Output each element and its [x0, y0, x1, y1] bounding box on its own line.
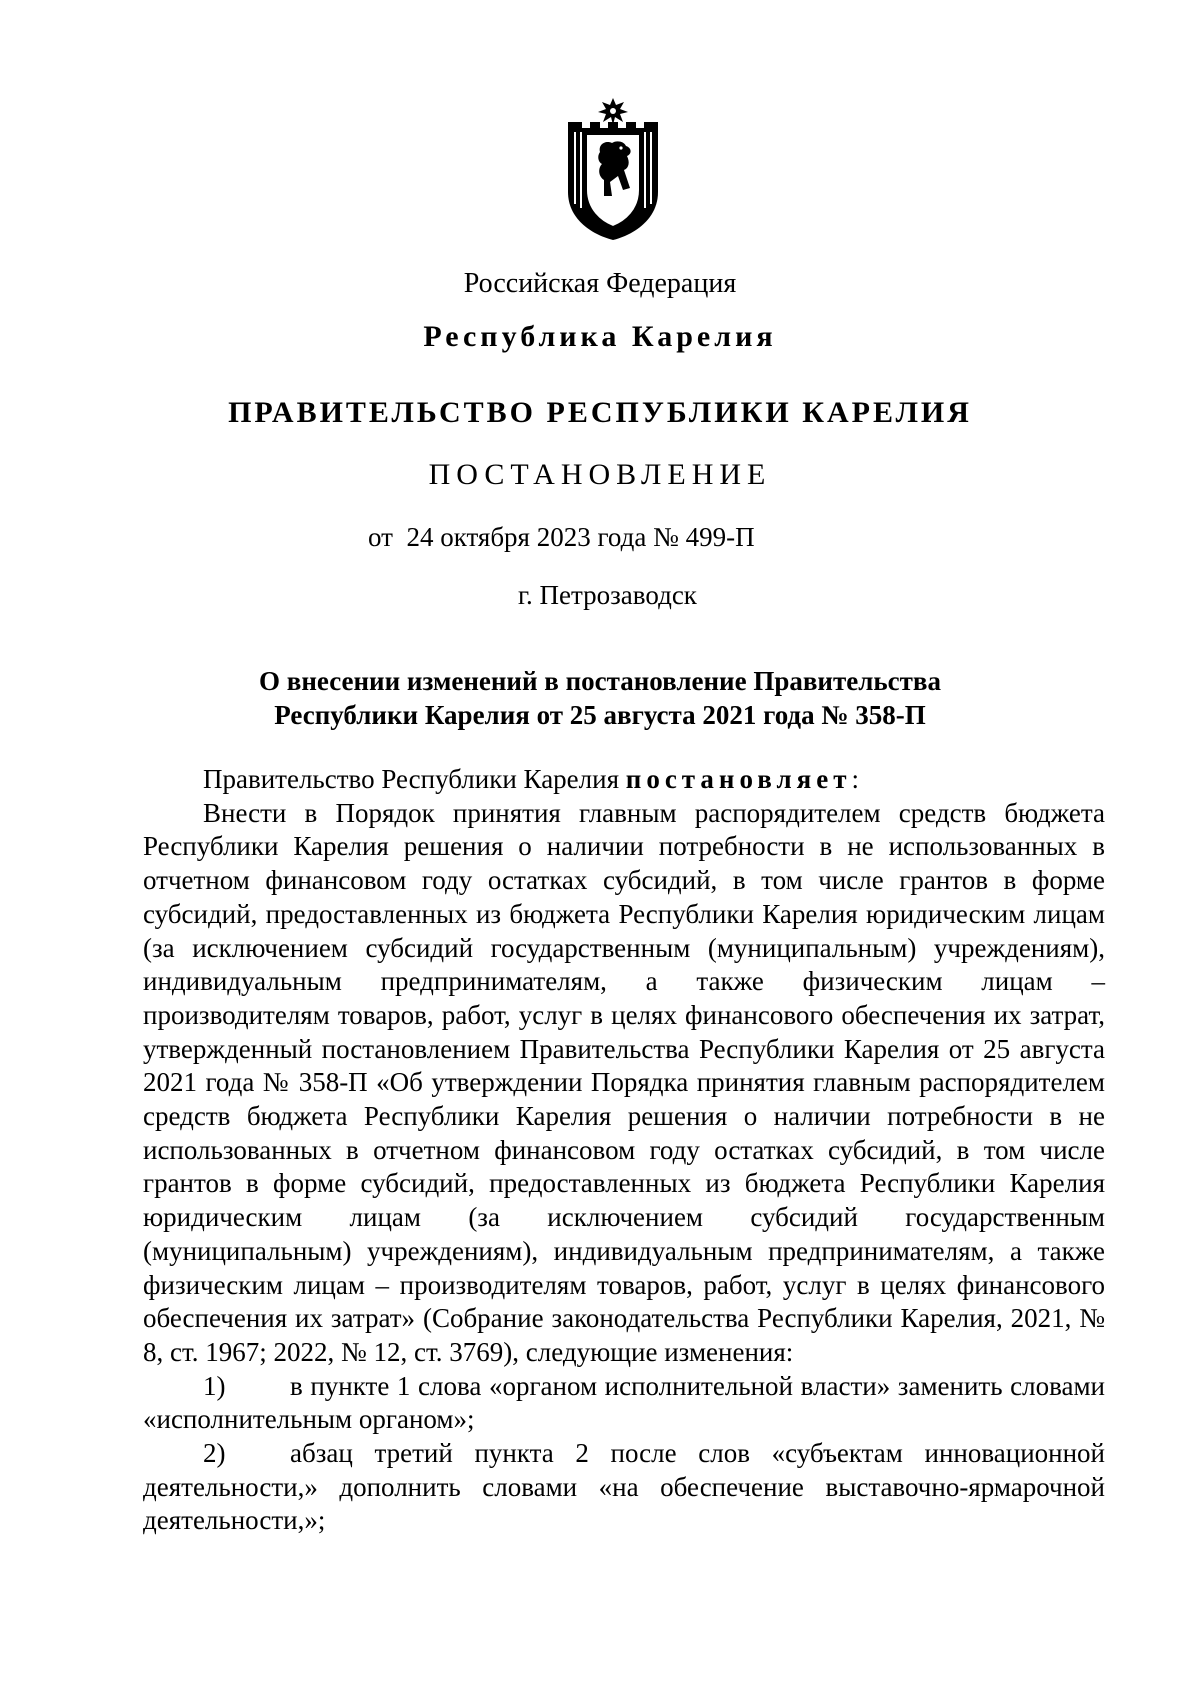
- preamble-colon: :: [851, 764, 860, 794]
- list-item-text: в пункте 1 слова «органом исполнительной власти» заменить словами «исполнительным органом»;: [143, 1370, 1105, 1435]
- list-item-text: абзац третий пункта 2 после слов «субъектам инновационной деятельности,» дополнить словами «на обеспечение выставочно-ярмарочной деятельности,»;: [143, 1438, 1105, 1536]
- list-item-number: 2): [203, 1438, 226, 1469]
- coat-of-arms-emblem: [560, 96, 666, 242]
- document-title: [200, 664, 1000, 732]
- republic-name: Республика Карелия: [423, 320, 777, 353]
- list-item: [143, 1437, 1105, 1538]
- country-name: Российская Федерация: [463, 268, 737, 299]
- preamble-keyword: постановляет: [625, 764, 852, 794]
- list-item-number: 1): [203, 1370, 226, 1401]
- government-name: ПРАВИТЕЛЬСТВО РЕСПУБЛИКИ КАРЕЛИЯ: [228, 396, 972, 429]
- preamble: [143, 763, 1105, 797]
- title-line-2: Республики Карелия от 25 августа 2021 года № 358-П: [274, 700, 926, 730]
- document-type: ПОСТАНОВЛЕНИЕ: [428, 458, 772, 491]
- main-paragraph: Внести в Порядок принятия главным распорядителем средств бюджета Республики Карелия решения о наличии потребности в не использованных в отчетном финансовом году остатках субсидий, в том числе грантов в форме субсидий, предоставленных из бюджета Республики Карелия юридическим лицам (за исключением субсидий государственным (муниципальным) учреждениям), индивидуальным предпринимателям, а также физическим лицам – производителям товаров, работ, услуг в целях финансового обеспечения их затрат, утвержденный постановлением Правительства Республики Карелия от 25 августа 2021 года № 358-П «Об утверждении Порядка принятия главным распорядителем средств бюджета Республики Карелия решения о наличии потребности в не использованных в отчетном финансовом году остатках субсидий, в том числе грантов в форме субсидий, предоставленных из бюджета Республики Карелия юридическим лицам (за исключением субсидий государственным (муниципальным) учреждениям), индивидуальным предпринимателям, а также физическим лицам – производителям товаров, работ, услуг в целях финансового обеспечения их затрат» (Собрание законодательства Республики Карелия, 2021, № 8, ст. 1967; 2022, № 12, ст. 3769), следующие изменения:: [143, 797, 1105, 1367]
- karelia-emblem-icon: [560, 96, 666, 242]
- title-line-1: О внесении изменений в постановление Правительства: [259, 666, 941, 696]
- document-city: г. Петрозаводск: [518, 580, 697, 610]
- preamble-text: Правительство Республики Карелия: [203, 764, 626, 794]
- document-body: [143, 763, 1105, 1538]
- document-date-number: от 24 октября 2023 года № 499-П: [368, 522, 755, 552]
- list-item: [143, 1370, 1105, 1437]
